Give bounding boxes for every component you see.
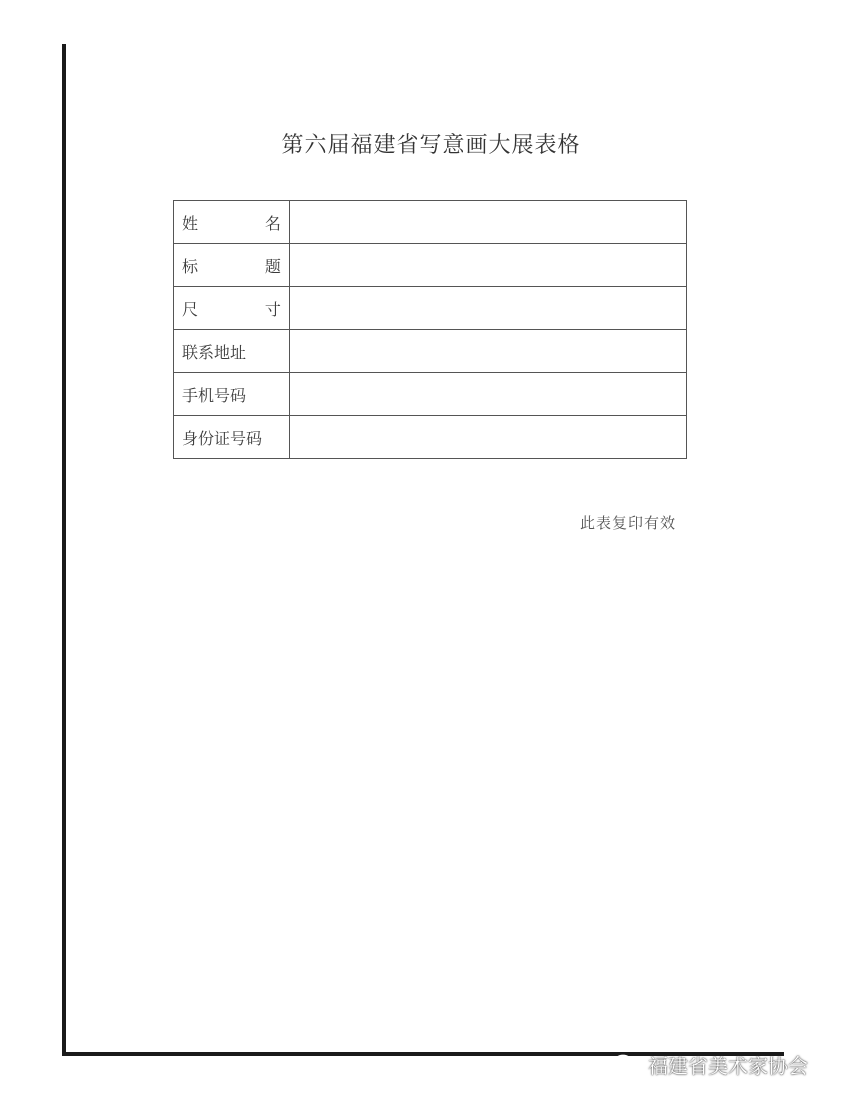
watermark <box>612 1050 808 1079</box>
table-row <box>174 201 687 244</box>
row-label-address: 联系地址 <box>174 330 290 373</box>
table-row <box>174 330 687 373</box>
paper-sheet <box>66 44 784 1052</box>
table-row <box>174 287 687 330</box>
row-label-phone: 手机号码 <box>174 373 290 416</box>
table-row <box>174 416 687 459</box>
row-label-size: 尺 寸 <box>174 287 290 330</box>
wechat-icon <box>612 1053 642 1077</box>
name-field[interactable] <box>289 201 686 244</box>
entry-form-table <box>173 200 687 459</box>
id-number-field[interactable] <box>289 416 686 459</box>
table-row <box>174 373 687 416</box>
title-field[interactable] <box>289 244 686 287</box>
address-field[interactable] <box>289 330 686 373</box>
table-row <box>174 244 687 287</box>
row-label-id-number: 身份证号码 <box>174 416 290 459</box>
phone-field[interactable] <box>289 373 686 416</box>
size-field[interactable] <box>289 287 686 330</box>
row-label-name: 姓 名 <box>174 201 290 244</box>
copy-valid-note: 此表复印有效 <box>580 514 677 532</box>
form-title: 第六届福建省写意画大展表格 <box>281 133 581 158</box>
row-label-title: 标 题 <box>174 244 290 287</box>
watermark-text: 福建省美术家协会 <box>648 1054 808 1078</box>
